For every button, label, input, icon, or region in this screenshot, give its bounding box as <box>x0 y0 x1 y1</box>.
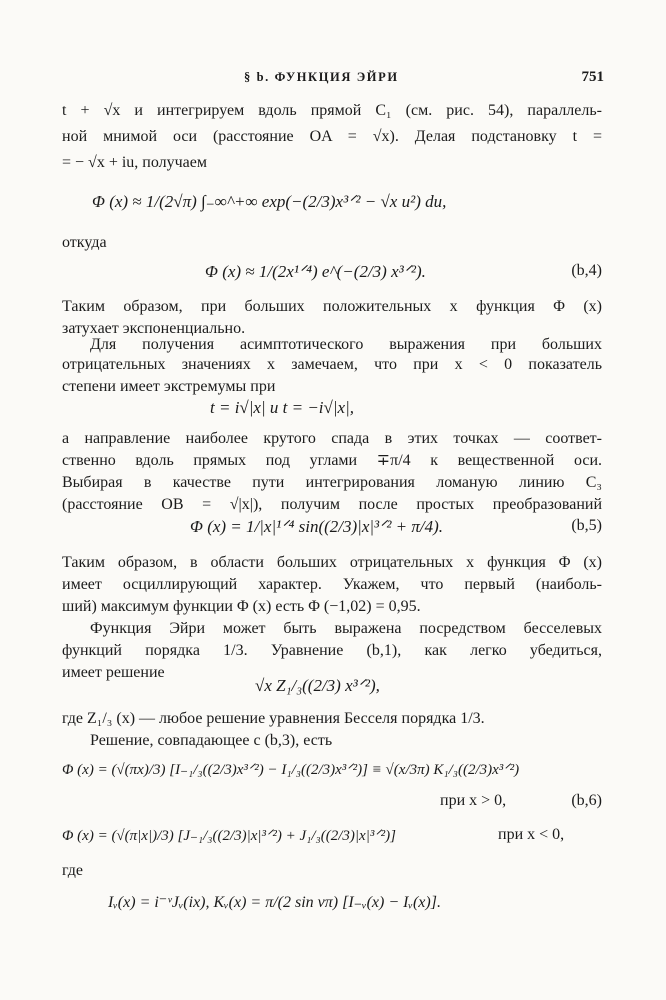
text-line: (расстояние OB = √|x|), получим после простых преобразований <box>62 496 602 513</box>
running-header <box>64 70 604 88</box>
text-line: отрицательных значениях x замечаем, что при x < 0 показатель <box>62 356 602 373</box>
text-line: ной мнимой оси (расстояние OA = √x). Делая подстановку t = <box>62 128 602 145</box>
text-line: степени имеет экстремумы при <box>62 378 276 395</box>
page-number: 751 <box>581 69 604 85</box>
text-line: затухает экспоненциально. <box>62 320 246 337</box>
section-title: § b. ФУНКЦИЯ ЭЙРИ <box>244 70 399 84</box>
equation-number: (b,6) <box>571 792 602 809</box>
equation-b6-positive: Φ (x) = (√(πx)/3) [I₋₁/₃((2/3)x³ᐟ²) − I₁/₃((2/3)x³ᐟ²)] ≡ √(x/3π) K₁/₃((2/3)x³ᐟ²) <box>62 762 520 778</box>
text-line: Таким образом, в области больших отрицательных x функция Φ (x) <box>62 554 602 571</box>
equation-integral: Φ (x) ≈ 1/(2√π) ∫₋∞^+∞ exp(−(2/3)x³ᐟ² − √x u²) du, <box>92 192 447 211</box>
equation-number: (b,4) <box>571 262 602 279</box>
equation-solution: √x Z₁/₃((2/3) x³ᐟ²), <box>255 676 380 695</box>
text-line: ственно вдоль прямых под углами ∓π/4 к вещественной оси. <box>62 452 602 469</box>
text-line: Выбирая в качестве пути интегрирования ломаную линию C₃ <box>62 474 602 491</box>
text-line: Таким образом, при больших положительных x функция Φ (x) <box>62 298 602 315</box>
text-line: функций порядка 1/3. Уравнение (b,1), как легко убедиться, <box>62 642 602 659</box>
text-line: Решение, совпадающее с (b,3), есть <box>90 732 333 749</box>
text-line: = − √x + iu, получаем <box>62 154 208 171</box>
equation-condition: при x < 0, <box>498 826 565 843</box>
text-line: имеет осциллирующий характер. Укажем, что первый (наиболь- <box>62 576 602 593</box>
text-line: Для получения асимптотического выражения при больших <box>90 336 602 353</box>
text-line: откуда <box>62 234 107 251</box>
equation-number: (b,5) <box>571 517 602 534</box>
text-line: Функция Эйри может быть выражена посредством бесселевых <box>90 620 602 637</box>
equation-extrema: t = i√|x| и t = −i√|x|, <box>210 398 355 417</box>
equation-condition: при x > 0, <box>440 792 507 809</box>
text-line: имеет решение <box>62 664 165 681</box>
equation-b5: Φ (x) = 1/|x|¹ᐟ⁴ sin((2/3)|x|³ᐟ² + π/4). <box>190 517 444 536</box>
text-line: где <box>62 862 84 879</box>
text-line: а направление наиболее крутого спада в этих точках — соответ- <box>62 430 602 447</box>
equation-b4: Φ (x) ≈ 1/(2x¹ᐟ⁴) e^(−(2/3) x³ᐟ²). <box>205 262 426 281</box>
equation-bessel-defs: Iᵥ(x) = i⁻ᵛJᵥ(ix), Kᵥ(x) = π/(2 sin νπ) [I₋ᵥ(x) − Iᵥ(x)]. <box>108 894 441 911</box>
text-line: t + √x и интегрируем вдоль прямой C₁ (см. рис. 54), параллель- <box>62 102 602 119</box>
text-line: ший) максимум функции Φ (x) есть Φ (−1,02) = 0,95. <box>62 598 421 615</box>
text-line: где Z₁/₃ (x) — любое решение уравнения Бесселя порядка 1/3. <box>62 710 485 727</box>
equation-b6-negative: Φ (x) = (√(π|x|)/3) [J₋₁/₃((2/3)|x|³ᐟ²) + J₁/₃((2/3)|x|³ᐟ²)] <box>62 828 397 844</box>
